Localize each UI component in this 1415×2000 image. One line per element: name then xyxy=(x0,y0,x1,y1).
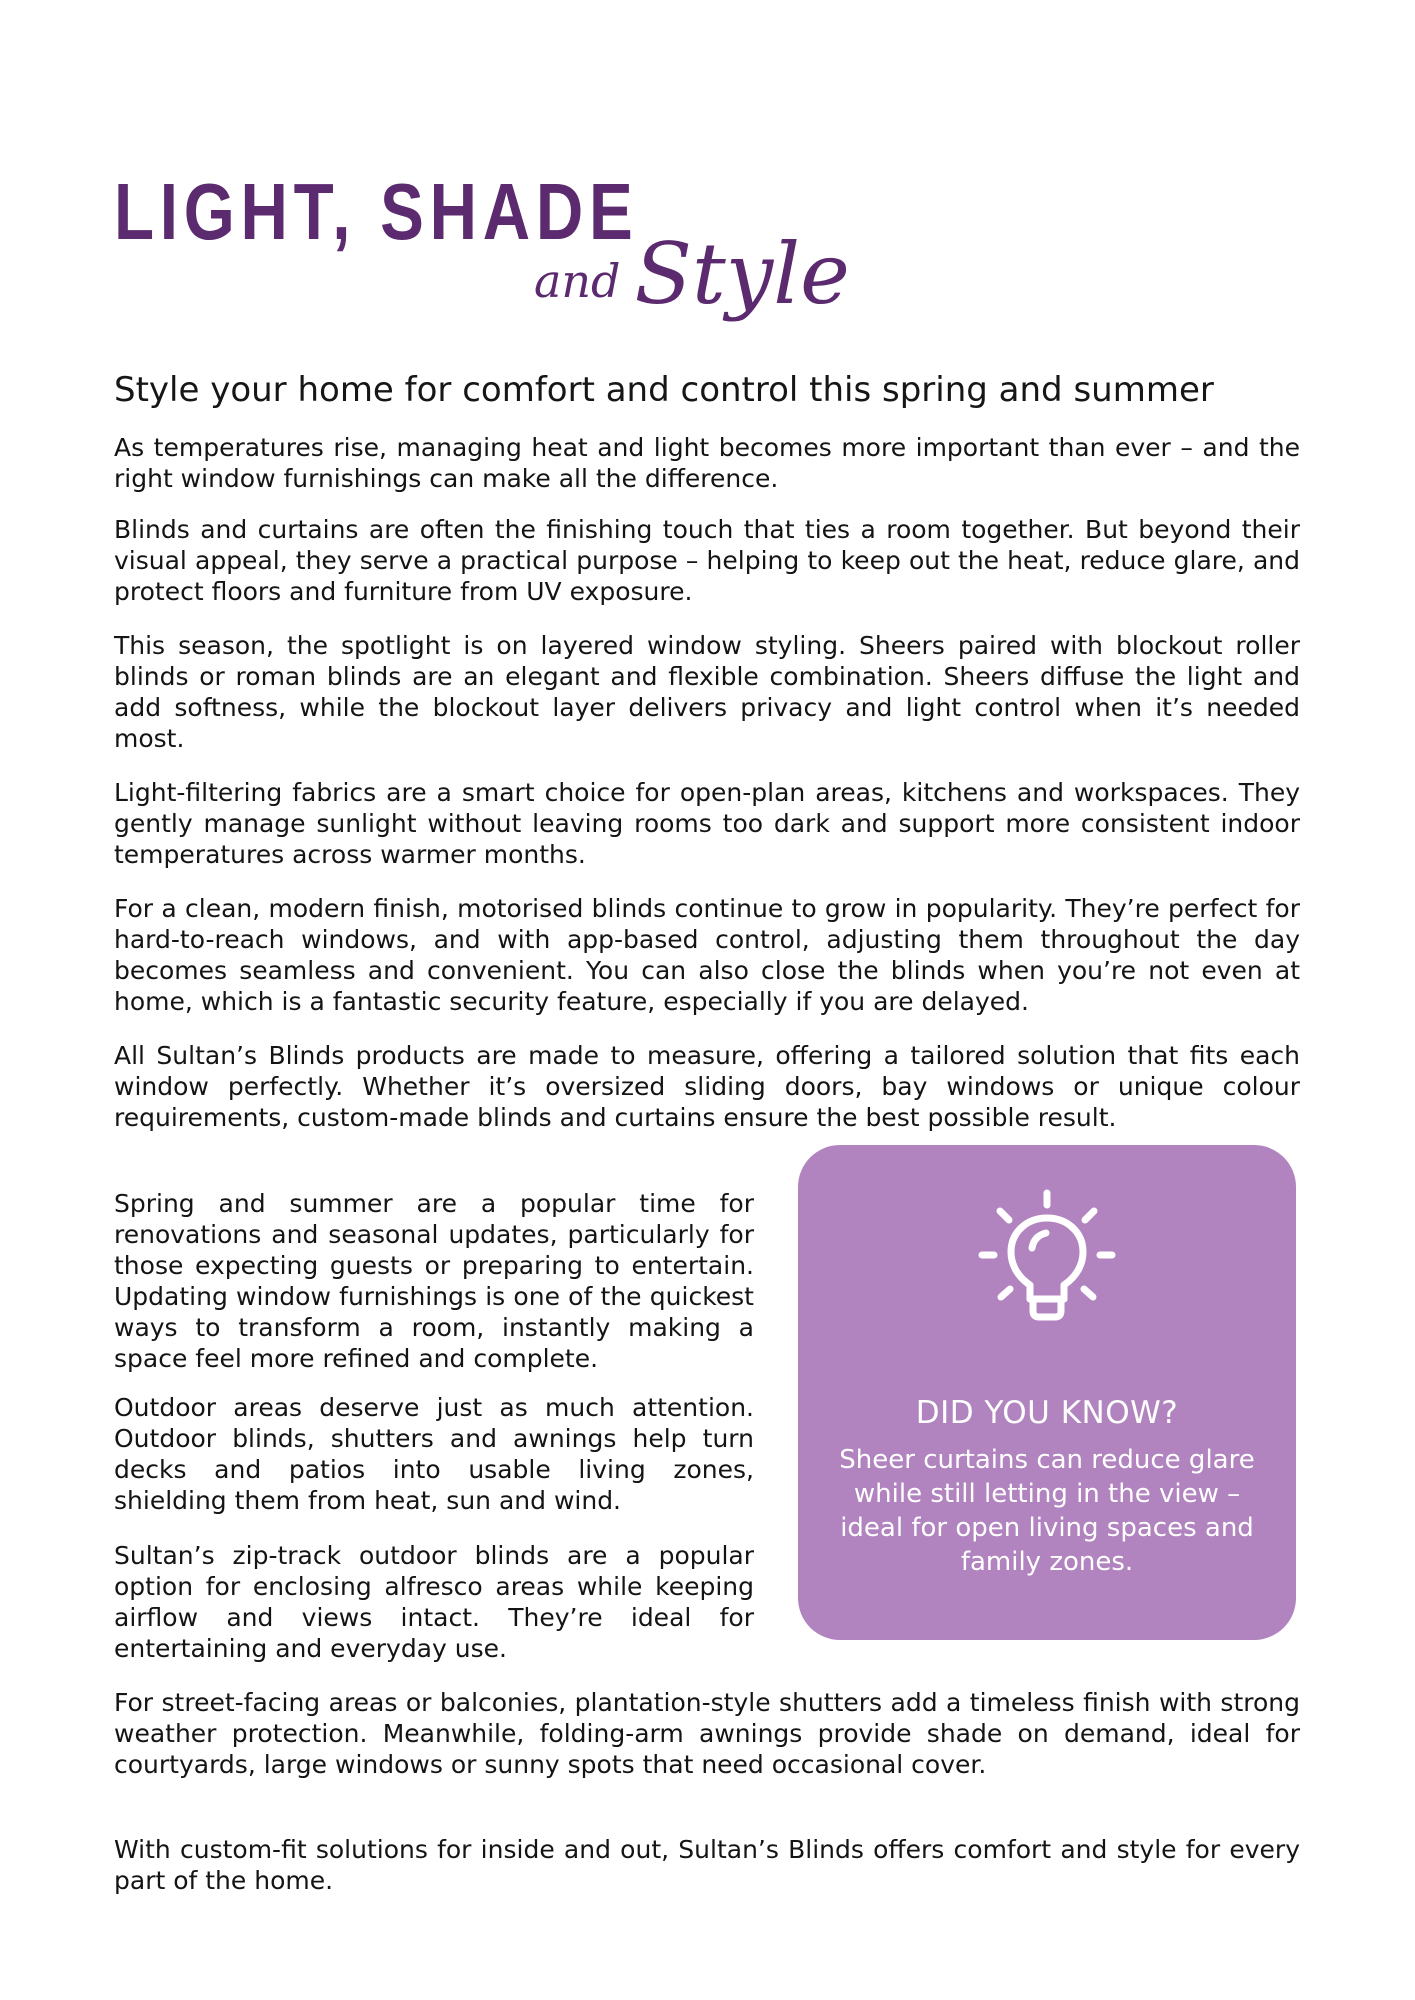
callout-body: Sheer curtains can reduce glare while still letting in the view – ideal for open living spaces and family zones. xyxy=(839,1445,1255,1577)
title-script xyxy=(534,225,850,323)
paragraph: All Sultan’s Blinds products are made to measure, offering a tailored solution that fits each window perfectly. Whether it’s oversized sliding doors, bay windows or unique colour requirements, custom-made blinds and curtains ensure the best possible result. xyxy=(114,1041,1300,1132)
article-subheading: Style your home for comfort and control this spring and summer xyxy=(114,370,1214,410)
paragraph: This season, the spotlight is on layered window styling. Sheers paired with blockout roller blinds or roman blinds are an elegant and flexible combination. Sheers diffuse the light and add softness, while the blockout layer delivers privacy and light control when it’s needed most. xyxy=(114,631,1300,753)
callout-heading: DID YOU KNOW? xyxy=(915,1395,1179,1431)
did-you-know-callout xyxy=(798,1145,1296,1640)
paragraph: Spring and summer are a popular time for renovations and seasonal updates, particularly for those expecting guests or preparing to entertain. Updating window furnishings is one of the quickest ways to transform a room, instantly making a space feel more refined and complete. xyxy=(114,1189,754,1373)
paragraph: Outdoor areas deserve just as much attention. Outdoor blinds, shutters and awnings help turn decks and patios into usable living zones, shielding them from heat, sun and wind. xyxy=(114,1393,754,1515)
page-title: LIGHT, SHADE xyxy=(114,167,639,256)
paragraph: As temperatures rise, managing heat and light becomes more important than ever – and the right window furnishings can make all the difference. xyxy=(114,433,1300,493)
title-script-and: and xyxy=(534,254,621,308)
title-script-style: Style xyxy=(634,225,850,323)
paragraph: For a clean, modern finish, motorised blinds continue to grow in popularity. They’re perfect for hard-to-reach windows, and with app-based control, adjusting them throughout the day becomes seamless and convenient. You can also close the blinds when you’re not even at home, which is a fantastic security feature, especially if you are delayed. xyxy=(114,894,1300,1016)
paragraph: Sultan’s zip-track outdoor blinds are a popular option for enclosing alfresco areas while keeping airflow and views intact. They’re ideal for entertaining and everyday use. xyxy=(114,1541,754,1663)
paragraph: Blinds and curtains are often the finishing touch that ties a room together. But beyond their visual appeal, they serve a practical purpose – helping to keep out the heat, reduce glare, and protect floors and furniture from UV exposure. xyxy=(114,515,1300,606)
paragraph: Light-filtering fabrics are a smart choice for open-plan areas, kitchens and workspaces. They gently manage sunlight without leaving rooms too dark and support more consistent indoor temperatures across warmer months. xyxy=(114,778,1300,869)
lightbulb-icon xyxy=(972,1185,1122,1335)
title-block xyxy=(114,167,850,332)
paragraph: With custom-fit solutions for inside and out, Sultan’s Blinds offers comfort and style for every part of the home. xyxy=(114,1835,1300,1895)
paragraph: For street-facing areas or balconies, plantation-style shutters add a timeless finish with strong weather protection. Meanwhile, folding-arm awnings provide shade on demand, ideal for courtyards, large windows or sunny spots that need occasional cover. xyxy=(114,1688,1300,1779)
